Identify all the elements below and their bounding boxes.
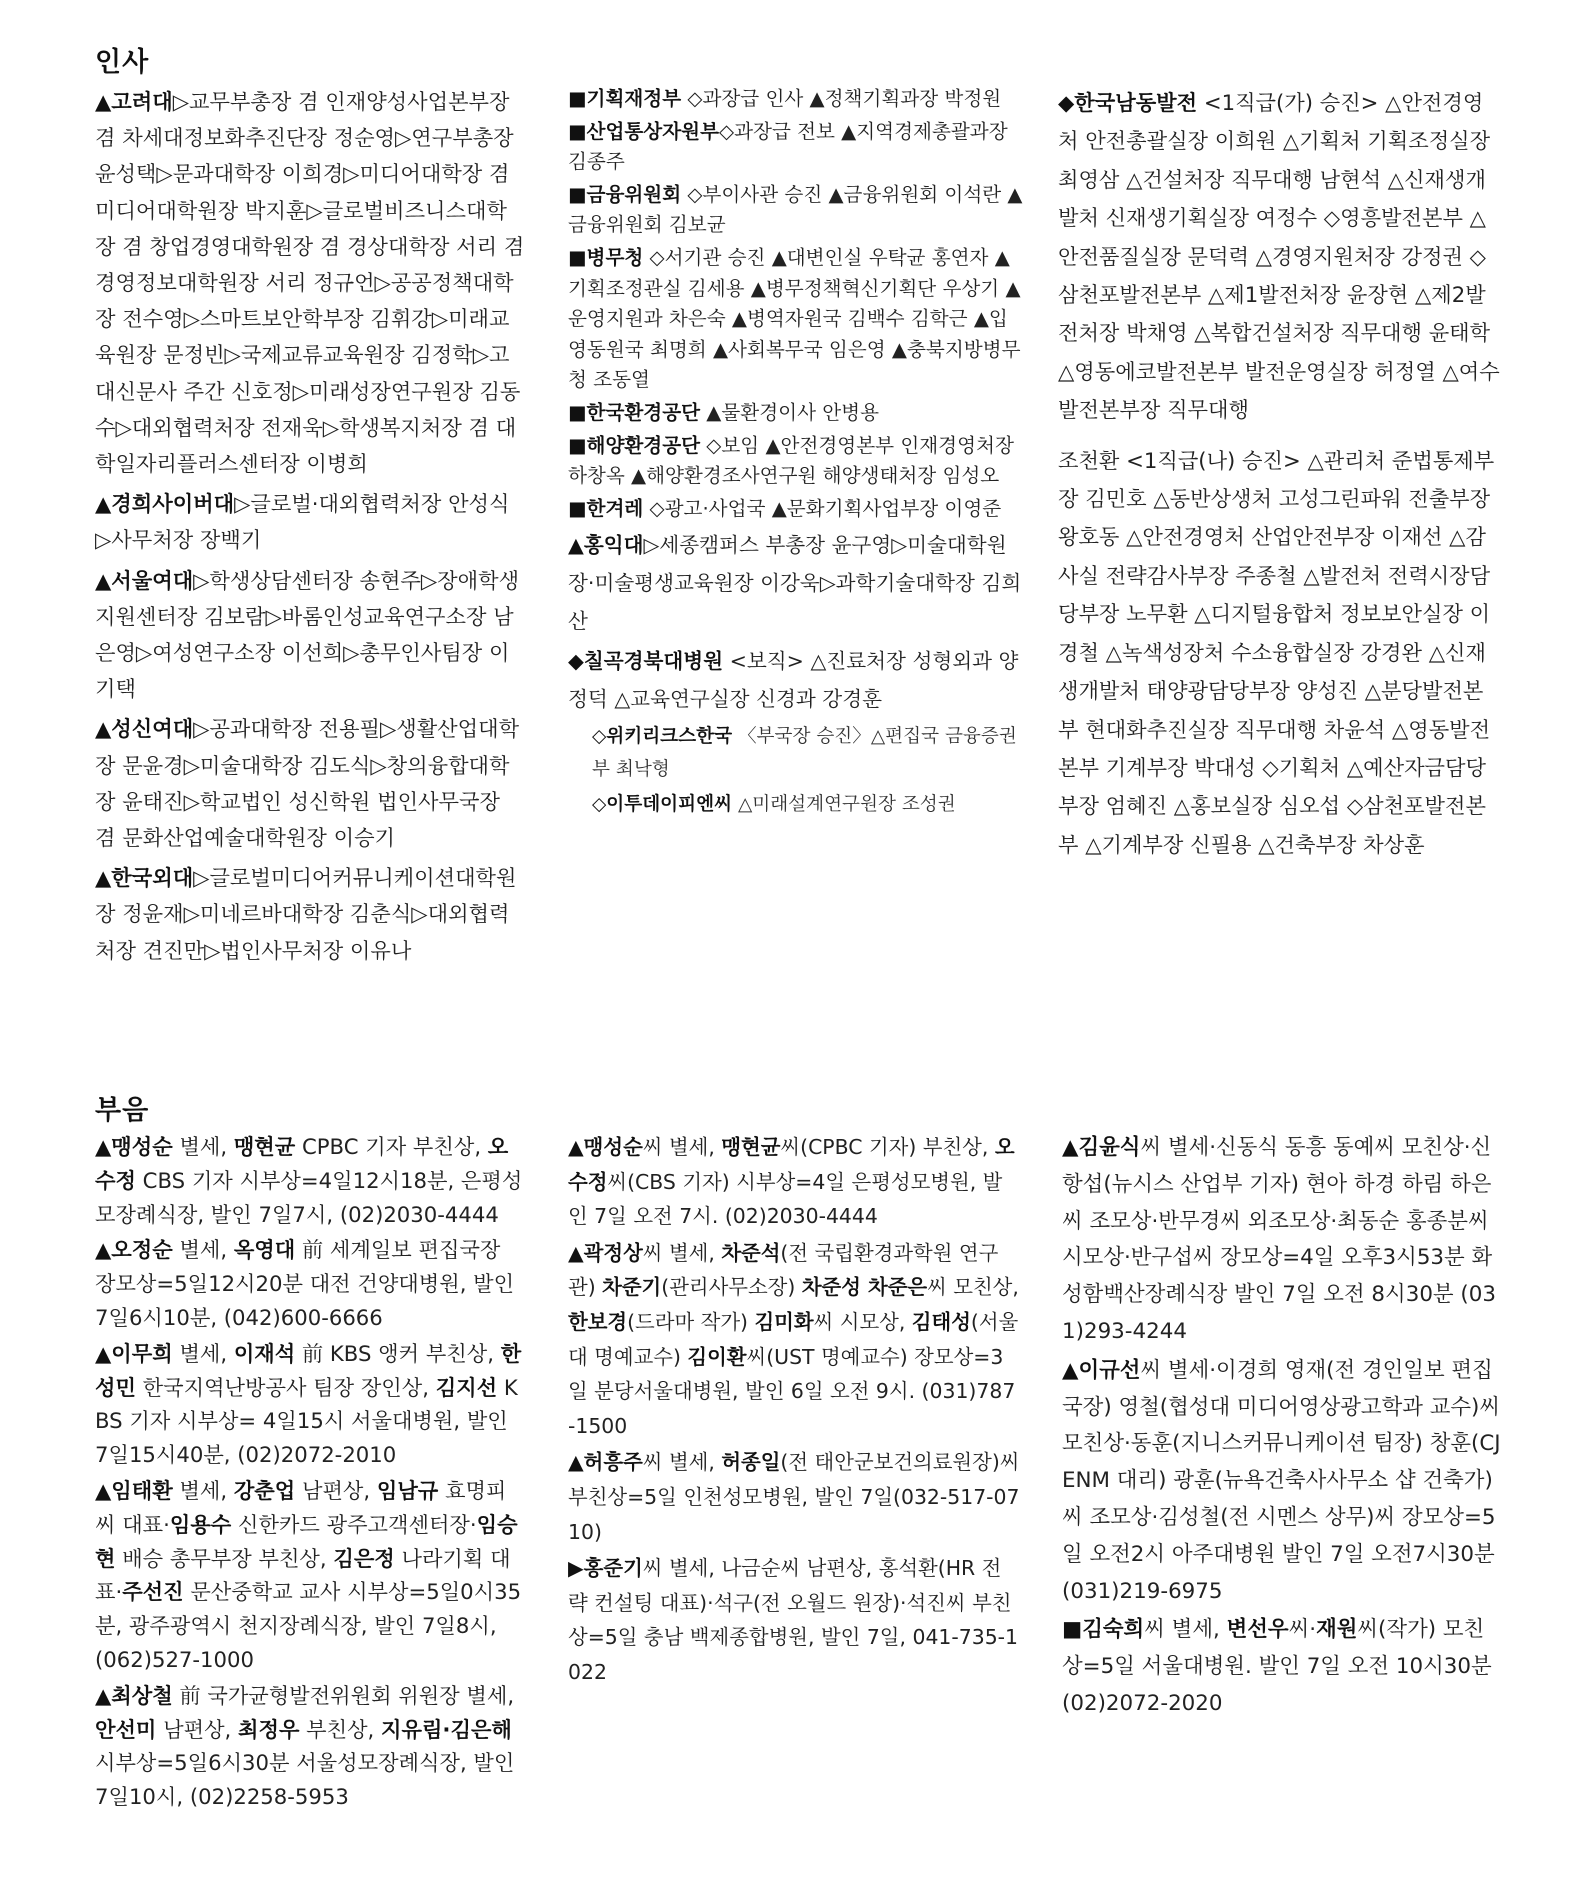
obituary-text: 씨(CPBC 기자) 부친상, [780, 1135, 995, 1159]
org-name: ▲경희사이버대 [95, 491, 235, 517]
org-name: ◆칠곡경북대병원 [568, 649, 724, 674]
personnel-entry [1058, 442, 1502, 864]
obituary-entry [95, 1679, 525, 1814]
entry-body: ◇부이사관 승진 ▲금융위원회 이석란 ▲금융위원회 김보균 [568, 182, 1023, 237]
obituary-entry [568, 1445, 1020, 1549]
personnel-entry [95, 486, 525, 558]
obituary-text: 씨 별세·이경희 영재(전 경인일보 편집국장) 영철(협성대 미디어영상광고학과 교수)씨 모친상·동훈(지니스커뮤니케이션 팀장) 창훈(CJ ENM 대리) 광훈(뉴욕건축사사무소 샵 건축가)씨 조모상·김성철(전 시멘스 상무)씨 장모상=5일 오전2시 아주대병원 발인 7일 오전7시30분 (031)219-6975 [1062, 1357, 1501, 1604]
person-name: ▲임태환 [95, 1477, 173, 1503]
person-name: 재원 [1316, 1617, 1358, 1643]
person-name: ▲맹성순 [95, 1134, 173, 1159]
person-name: 강춘업 [233, 1477, 296, 1503]
obituary-entry [568, 1236, 1020, 1444]
entry-body: ◇과장급 인사 ▲정책기획과장 박정원 [681, 87, 1002, 110]
entry-body: ▲물환경이사 안병용 [700, 400, 880, 424]
obituary-entry [1062, 1612, 1502, 1722]
org-name: ▲고려대 [95, 89, 173, 114]
section-title-bueum: 부음 [95, 1095, 150, 1126]
entry-body: ◇서기관 승진 ▲대변인실 우탁균 홍연자 ▲기획조정관실 김세용 ▲병무정책혁신기획단 우상기 ▲운영지원과 차은숙 ▲병역자원국 김백수 김학근 ▲입영동원국 최명희 ▲사회복무국 임은영 ▲충북지방병무청 조동열 [568, 245, 1021, 392]
org-name: ■금융위원회 [568, 182, 682, 206]
obituary-text: 남편상, [295, 1477, 377, 1503]
entry-body: ◇광고·사업국 ▲문화기획사업부장 이영준 [643, 496, 1002, 520]
personnel-entry [95, 860, 525, 969]
obituary-text: 씨· [1288, 1617, 1317, 1643]
person-name: 김이환 [687, 1344, 747, 1369]
person-name: ■김숙희 [1062, 1617, 1145, 1643]
obituary-text: 씨 별세, 나금순씨 남편상, 홍석환(HR 전략 컨설팅 대표)·석구(전 오월드 원장)·석진씨 부친상=5일 충남 백제종합병원, 발인 7일, 041-735-1022 [568, 1556, 1018, 1684]
insa-column-2 [568, 84, 1023, 823]
entry-body: ▷글로벌미디어커뮤니케이션대학원장 정윤재▷미네르바대학장 김춘식▷대외협력처장 견진만▷법인사무처장 이유나 [95, 865, 517, 963]
person-name: 맹현균 [233, 1134, 296, 1159]
personnel-entry [568, 642, 1023, 718]
obituary-text: CBS 기자 시부상=4일12시18분, 은평성모장례식장, 발인 7일7시, (02)2030-4444 [95, 1167, 523, 1227]
person-name: 김미화 [754, 1309, 814, 1334]
obituary-text: 前 KBS 앵커 부친상, [295, 1340, 501, 1366]
org-name: ◇위키리크스한국 [592, 726, 733, 748]
person-name: ▲이규선 [1062, 1357, 1141, 1383]
section-title-insa: 인사 [95, 47, 150, 78]
obituary-text: (전 국립환경과학원 연구관) [568, 1240, 999, 1300]
obituary-text: 씨 시모상, [813, 1309, 912, 1334]
personnel-entry [568, 494, 1023, 525]
personnel-entry [568, 526, 1023, 640]
obituary-text: 문산중학교 교사 시부상=5일0시35분, 광주광역시 천지장례식장, 발인 7일8시, (062)527-1000 [95, 1579, 522, 1672]
personnel-entry [95, 563, 525, 708]
person-name: ▲최상철 [95, 1682, 173, 1708]
entry-body: ▷세종캠퍼스 부총장 윤구영▷미술대학원장·미술평생교육원장 이강욱▷과학기술대학장 김희산 [568, 533, 1022, 634]
person-name: 허종일 [721, 1450, 781, 1475]
obituary-text: 시부상=5일6시30분 서울성모장례식장, 발인 7일10시, (02)2258-5953 [95, 1750, 515, 1810]
entry-body: ▷글로벌·대외협력처장 안성식▷사무처장 장백기 [95, 491, 510, 553]
personnel-entry [568, 180, 1023, 241]
entry-body: ◇과장급 전보 ▲지역경제총괄과장 김종주 [568, 119, 1008, 174]
obituary-entry [95, 1474, 525, 1677]
insa-column-1 [95, 84, 525, 973]
obituary-text: 前 국가균형발전위원회 위원장 별세, [172, 1682, 515, 1708]
obituary-entry [95, 1337, 525, 1472]
personnel-entry [568, 431, 1023, 492]
entry-body: △미래설계연구원장 조성권 [732, 794, 956, 816]
obituary-text: 부친상, [299, 1716, 382, 1742]
personnel-entry [568, 788, 1023, 821]
entry-body: ◇보임 ▲안전경영본부 인재경영처장 하창옥 ▲해양환경조사연구원 해양생태처장 임성오 [568, 433, 1014, 488]
obituary-text: 별세, [172, 1477, 234, 1503]
org-name: ◆한국남동발전 [1058, 90, 1198, 115]
personnel-entry [568, 84, 1023, 115]
obituary-entry [1062, 1130, 1502, 1351]
person-name: 한보경 [568, 1309, 628, 1334]
obituary-text: 남편상, [156, 1716, 239, 1742]
person-name: 김지선 [435, 1374, 498, 1400]
obituary-text: 씨 별세, [642, 1135, 722, 1159]
obituary-text: 효명피씨 대표· [95, 1477, 507, 1537]
org-name: ▲홍익대 [568, 533, 644, 558]
obituary-text: (전 태안군보건의료원장)씨 부친상=5일 인천성모병원, 발인 7일(032-517-0710) [568, 1450, 1020, 1544]
org-name: ▲한국외대 [95, 865, 194, 891]
obituary-text: 씨 별세·신동식 동흥 동예씨 모친상·신항섭(뉴시스 산업부 기자) 현아 하경 하림 하은씨 조모상·반무경씨 외조모상·최동순 홍종분씨 시모상·반구섭씨 장모상=4일 오후3시53분 화성함백산장례식장 발인 7일 오전 8시30분 (031)293-4244 [1062, 1135, 1496, 1344]
org-name: ■산업통상자원부 [568, 119, 720, 143]
person-name: 안선미 [95, 1716, 157, 1742]
person-name: 최정우 [238, 1716, 300, 1742]
person-name: ▲허흥주 [568, 1450, 643, 1475]
personnel-entry [95, 711, 525, 856]
obituary-text: 별세, [172, 1340, 234, 1366]
obituary-text: 신한카드 광주고객센터장· [231, 1511, 477, 1537]
obituary-text: (서울대 명예교수) [568, 1309, 1019, 1369]
org-name: ■해양환경공단 [568, 433, 701, 457]
entry-body: ▷교무부총장 겸 인재양성사업본부장 겸 차세대정보화추진단장 정순영▷연구부총장 윤성택▷문과대학장 이희경▷미디어대학장 겸 미디어대학원장 박지훈▷글로벌비즈니스대학장 겸 창업경영대학원장 겸 경상대학장 서리 겸 경영정보대학원장 서리 정규언▷공공정책대학장 전수영▷스마트보안학부장 김휘강▷미래교육원장 문정빈▷국제교류교육원장 김정학▷고대신문사 주간 신호정▷미래성장연구원장 김동수▷대외협력처장 전재욱▷학생복지처장 겸 대학일자리플러스센터장 이병희 [95, 89, 525, 477]
org-name: ■병무청 [568, 245, 644, 269]
person-name: 김은정 [333, 1545, 395, 1571]
bueum-column-1 [95, 1130, 525, 1816]
person-name: 차준성 차준은 [801, 1275, 928, 1300]
personnel-entry [568, 117, 1023, 178]
entry-body: ▷학생상담센터장 송현주▷장애학생지원센터장 김보람▷바롬인성교육연구소장 남은영▷여성연구소장 이선희▷총무인사팀장 이기택 [95, 567, 520, 702]
org-name: ■한국환경공단 [568, 400, 701, 424]
person-name: ▲김윤식 [1062, 1135, 1141, 1160]
obituary-text: (관리사무소장) [661, 1275, 802, 1300]
entry-body: 〈부국장 승진〉△편집국 금융증권부 최낙형 [592, 726, 1017, 781]
obituary-entry [568, 1130, 1020, 1234]
person-name: ▲곽정상 [568, 1240, 643, 1265]
person-name: 옥영대 [233, 1237, 296, 1263]
personnel-entry [568, 398, 1023, 429]
person-name: 지유림·김은해 [381, 1716, 512, 1742]
obituary-text: 한국지역난방공사 팀장 장인상, [135, 1374, 436, 1400]
person-name: 차준기 [602, 1275, 662, 1300]
person-name: 맹현균 [721, 1135, 781, 1159]
person-name: ▲이무희 [95, 1340, 173, 1366]
personnel-entry [568, 720, 1023, 786]
obituary-entry [568, 1551, 1020, 1689]
personnel-entry [1058, 84, 1502, 430]
org-name: ■기획재정부 [568, 87, 682, 110]
person-name: ▲맹성순 [568, 1135, 643, 1159]
obituary-text: 씨 별세, [642, 1240, 722, 1265]
obituary-text: 씨 모친상, [927, 1275, 1019, 1300]
obituary-text: KBS 기자 시부상= 4일15시 서울대병원, 발인 7일15시40분, (02)2072-2010 [95, 1374, 518, 1468]
person-name: 한성민 [95, 1340, 522, 1400]
person-name: 오수정 [568, 1135, 1015, 1194]
personnel-entry [95, 84, 525, 482]
entry-body: <1직급(가) 승진> △안전경영처 안전총괄실장 이희원 △기획처 기획조정실장 최영삼 △건설처장 직무대행 남현석 △신재생개발처 신재생기획실장 여정수 ◇영흥발전본부 △안전품질실장 문덕력 △경영지원처장 강정권 ◇삼천포발전본부 △제1발전처장 윤장현 △제2발전처장 박채영 △복합건설처장 직무대행 윤태학 △영동에코발전본부 발전운영실장 허정열 △여수발전본부장 직무대행 [1058, 90, 1500, 423]
obituary-text: 별세, [172, 1134, 234, 1159]
person-name: 차준석 [721, 1240, 781, 1265]
obituary-text: (드라마 작가) [627, 1309, 755, 1334]
obituary-text: 별세, [172, 1237, 234, 1263]
obituary-text: CPBC 기자 부친상, [295, 1134, 488, 1159]
obituary-text: 씨(작가) 모친상=5일 서울대병원. 발인 7일 오전 10시30분 (02)2072-2020 [1062, 1617, 1492, 1716]
person-name: 주선진 [122, 1579, 184, 1605]
obituary-entry [1062, 1353, 1502, 1611]
org-name: ▲서울여대 [95, 567, 194, 593]
obituary-text: 前 세계일보 편집국장 장모상=5일12시20분 대전 건양대병원, 발인 7일6시10분, (042)600-6666 [95, 1237, 515, 1330]
bueum-column-3 [1062, 1130, 1502, 1725]
person-name: 임용수 [169, 1511, 232, 1537]
person-name: 김태성 [911, 1309, 971, 1334]
obituary-text: 나라기획 대표· [95, 1545, 511, 1605]
person-name: ▲오정순 [95, 1237, 173, 1263]
org-name: ◇이투데이피엔씨 [592, 794, 733, 816]
bueum-column-2 [568, 1130, 1020, 1692]
org-name: ■한겨레 [568, 496, 644, 520]
person-name: ▶홍준기 [568, 1556, 643, 1581]
org-name: ▲성신여대 [95, 716, 194, 742]
obituary-text: 배승 총무부장 부친상, [115, 1545, 334, 1571]
obituary-text: 씨(CBS 기자) 시부상=4일 은평성모병원, 발인 7일 오전 7시. (02)2030-4444 [568, 1169, 1003, 1229]
person-name: 임승현 [95, 1511, 518, 1571]
obituary-text: 씨 별세, [642, 1450, 722, 1475]
entry-body: <보직> △진료처장 성형외과 양정덕 △교육연구실장 신경과 강경훈 [568, 649, 1019, 712]
obituary-text: 씨(UST 명예교수) 장모상=3일 분당서울대병원, 발인 6일 오전 9시. (031)787-1500 [568, 1344, 1016, 1438]
person-name: 오수정 [95, 1134, 509, 1193]
person-name: 임남규 [376, 1477, 439, 1503]
obituary-text: 씨 별세, [1144, 1617, 1227, 1643]
obituary-entry [95, 1233, 525, 1334]
person-name: 변선우 [1226, 1617, 1289, 1643]
obituary-entry [95, 1130, 525, 1231]
insa-column-3 [1058, 84, 1502, 868]
person-name: 이재석 [233, 1340, 296, 1366]
entry-body: ▷공과대학장 전용필▷생활산업대학장 문윤경▷미술대학장 김도식▷창의융합대학장 윤태진▷학교법인 성신학원 법인사무국장 겸 문화산업예술대학원장 이승기 [95, 716, 520, 851]
entry-body: 조천환 <1직급(나) 승진> △관리처 준법통제부장 김민호 △동반상생처 고성그린파워 전출부장 왕호동 △안전경영처 산업안전부장 이재선 △감사실 전략감사부장 주종철 △발전처 전력시장담당부장 노무환 △디지털융합처 정보보안실장 이경철 △녹색성장처 수소융합실장 강경완 △신재생개발처 태양광담당부장 양성진 △분당발전본부 현대화추진실장 직무대행 차윤석 △영동발전본부 기계부장 박대성 ◇기획처 △예산자금담당부장 엄혜진 △홍보실장 심오섭 ◇삼천포발전본부 △기계부장 신필용 △건축부장 차상훈 [1058, 447, 1495, 857]
personnel-entry [568, 243, 1023, 396]
